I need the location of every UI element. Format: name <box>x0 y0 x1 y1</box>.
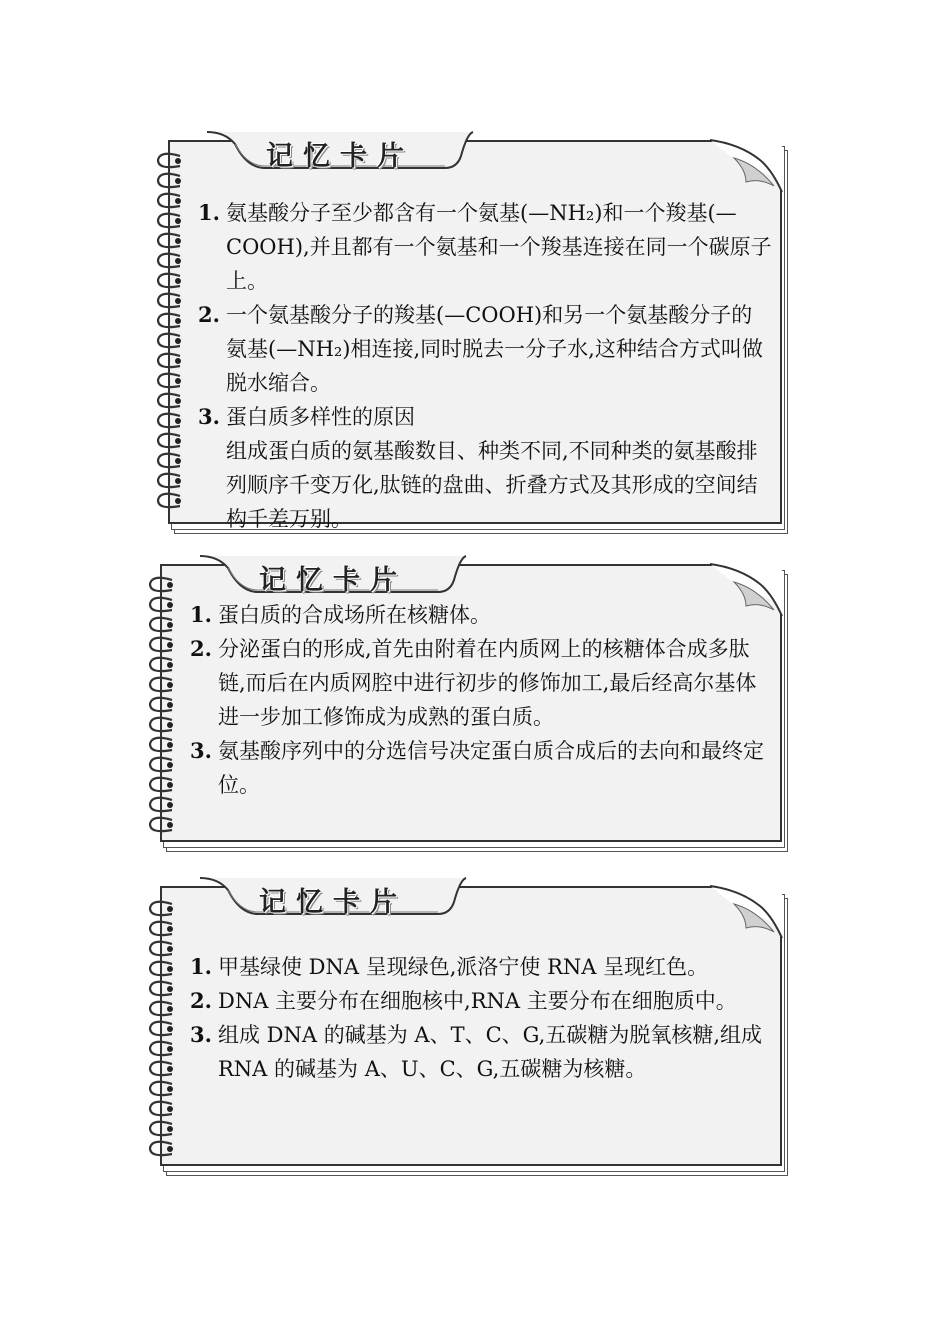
item-text: 氨基酸分子至少都含有一个氨基(—NH₂)和一个羧基(—COOH),并且都有一个氨基和一个羧基连接在同一个碳原子上。 <box>226 201 772 293</box>
card-title: 记忆卡片 <box>266 141 414 172</box>
spiral-binding-rings <box>142 896 182 1166</box>
item-number: 1. <box>198 200 220 225</box>
card-items <box>190 950 773 1086</box>
item-number: 2. <box>190 988 212 1013</box>
list-item <box>198 298 773 400</box>
item-text: 甲基绿使 DNA 呈现绿色,派洛宁使 RNA 呈现红色。 <box>218 955 709 979</box>
item-number: 2. <box>198 302 220 327</box>
item-text: 组成 DNA 的碱基为 A、T、C、G,五碳糖为脱氧核糖,组成 RNA 的碱基为 A、U、C、G,五碳糖为核糖。 <box>218 1023 763 1081</box>
page-curl-corner <box>710 136 786 198</box>
list-item <box>198 400 773 536</box>
item-number: 1. <box>190 602 212 627</box>
item-subtext: 组成蛋白质的氨基酸数目、种类不同,不同种类的氨基酸排列顺序千变万化,肽链的盘曲、折叠方式及其形成的空间结构千差万别。 <box>226 439 758 531</box>
item-number: 3. <box>190 738 212 763</box>
card-title: 记忆卡片 <box>259 887 407 918</box>
list-item <box>190 632 773 734</box>
card-items <box>198 196 773 536</box>
item-text: 一个氨基酸分子的羧基(—COOH)和另一个氨基酸分子的氨基(—NH₂)相连接,同时脱去一分子水,这种结合方式叫做脱水缩合。 <box>226 303 763 395</box>
item-text: 分泌蛋白的形成,首先由附着在内质网上的核糖体合成多肽链,而后在内质网腔中进行初步的修饰加工,最后经高尔基体进一步加工修饰成为成熟的蛋白质。 <box>218 637 757 729</box>
list-item <box>190 984 773 1018</box>
item-number: 1. <box>190 954 212 979</box>
card-items <box>190 598 773 802</box>
item-text: 氨基酸序列中的分选信号决定蛋白质合成后的去向和最终定位。 <box>218 739 764 797</box>
item-text: 蛋白质的合成场所在核糖体。 <box>218 603 491 627</box>
item-number: 3. <box>190 1022 212 1047</box>
item-text: DNA 主要分布在细胞核中,RNA 主要分布在细胞质中。 <box>218 989 737 1013</box>
item-number: 2. <box>190 636 212 661</box>
spiral-binding-rings <box>142 572 182 842</box>
list-item <box>190 1018 773 1086</box>
page-curl-corner <box>710 882 786 944</box>
item-text: 蛋白质多样性的原因 <box>226 405 415 429</box>
card-title: 记忆卡片 <box>259 565 407 596</box>
list-item <box>190 950 773 984</box>
list-item <box>190 734 773 802</box>
list-item <box>190 598 773 632</box>
spiral-binding-rings <box>150 148 190 528</box>
item-number: 3. <box>198 404 220 429</box>
list-item <box>198 196 773 298</box>
